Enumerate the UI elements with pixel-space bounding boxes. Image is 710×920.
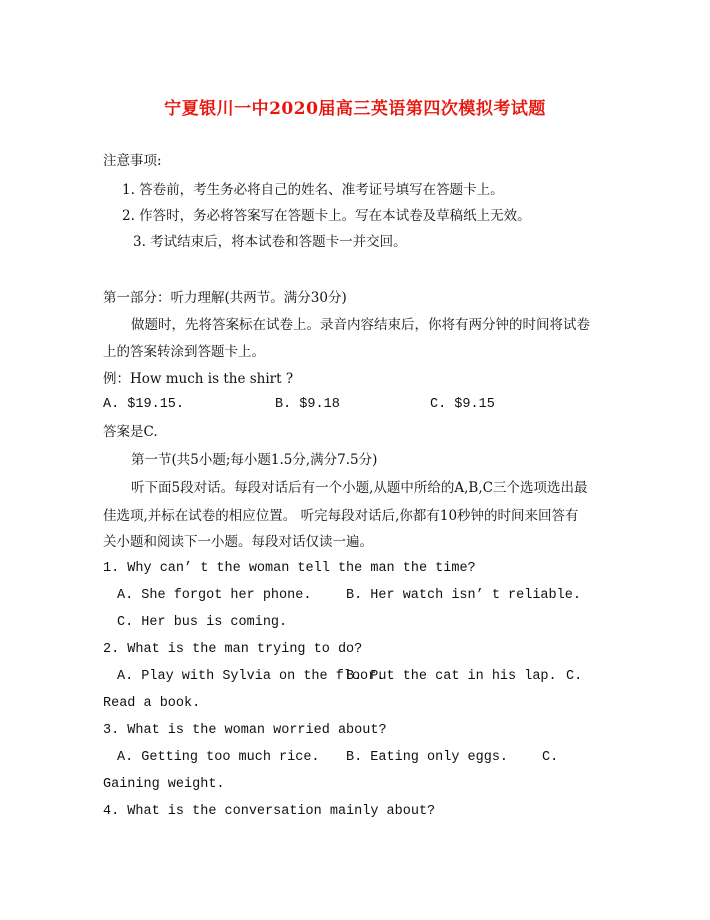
- part1-instruction-line1: 做题时，先将答案标在试卷上。录音内容结束后，你将有两分钟的时间将试卷: [131, 317, 590, 333]
- example-option-a: A. $19.15.: [103, 397, 185, 412]
- question-1-option-a: A. She forgot her phone.: [117, 588, 312, 603]
- question-2-option-c-letter: C.: [566, 669, 583, 684]
- question-3-option-b: B. Eating only eggs.: [346, 750, 509, 765]
- question-3-option-c-text: Gaining weight.: [103, 777, 225, 792]
- question-2-option-a: A. Play with Sylvia on the floor.: [117, 669, 385, 684]
- example-question: 例：How much is the shirt ?: [103, 371, 294, 387]
- question-2-stem: 2. What is the man trying to do?: [103, 642, 363, 657]
- question-4-stem: 4. What is the conversation mainly about?: [103, 804, 436, 819]
- section1-instruction-line3: 关小题和阅读下一小题。每段对话仅读一遍。: [103, 534, 373, 550]
- part1-heading: 第一部分：听力理解(共两节。满分30分): [103, 290, 347, 306]
- question-3-option-a: A. Getting too much rice.: [117, 750, 320, 765]
- page-title: 宁夏银川一中2020届高三英语第四次模拟考试题: [164, 99, 546, 119]
- section1-instruction-line1: 听下面5段对话。每段对话后有一个小题,从题中所给的A,B,C三个选项选出最: [131, 480, 588, 496]
- part1-instruction-line2: 上的答案转涂到答题卡上。: [103, 344, 265, 360]
- notice-item-3: 3. 考试结束后，将本试卷和答题卡一并交回。: [133, 234, 407, 250]
- section1-heading: 第一节(共5小题;每小题1.5分,满分7.5分): [131, 452, 378, 468]
- question-1-option-c: C. Her bus is coming.: [117, 615, 288, 630]
- section1-instruction-line2: 佳选项,并标在试卷的相应位置。 听完每段对话后,你都有10秒钟的时间来回答有: [103, 508, 579, 524]
- example-option-c: C. $9.15: [430, 397, 495, 412]
- question-1-option-b: B. Her watch isn’ t reliable.: [346, 588, 581, 603]
- notice-item-2: 2. 作答时，务必将答案写在答题卡上。写在本试卷及草稿纸上无效。: [122, 208, 531, 224]
- example-option-b: B. $9.18: [275, 397, 340, 412]
- question-2-option-b: B. Put the cat in his lap.: [346, 669, 557, 684]
- question-3-stem: 3. What is the woman worried about?: [103, 723, 387, 738]
- example-answer: 答案是C.: [103, 424, 158, 440]
- question-2-option-c-text: Read a book.: [103, 696, 201, 711]
- notice-item-1: 1. 答卷前，考生务必将自己的姓名、准考证号填写在答题卡上。: [122, 182, 504, 198]
- question-3-option-c-letter: C.: [542, 750, 559, 765]
- question-1-stem: 1. Why can’ t the woman tell the man the time?: [103, 561, 476, 576]
- notice-heading: 注意事项:: [103, 153, 162, 169]
